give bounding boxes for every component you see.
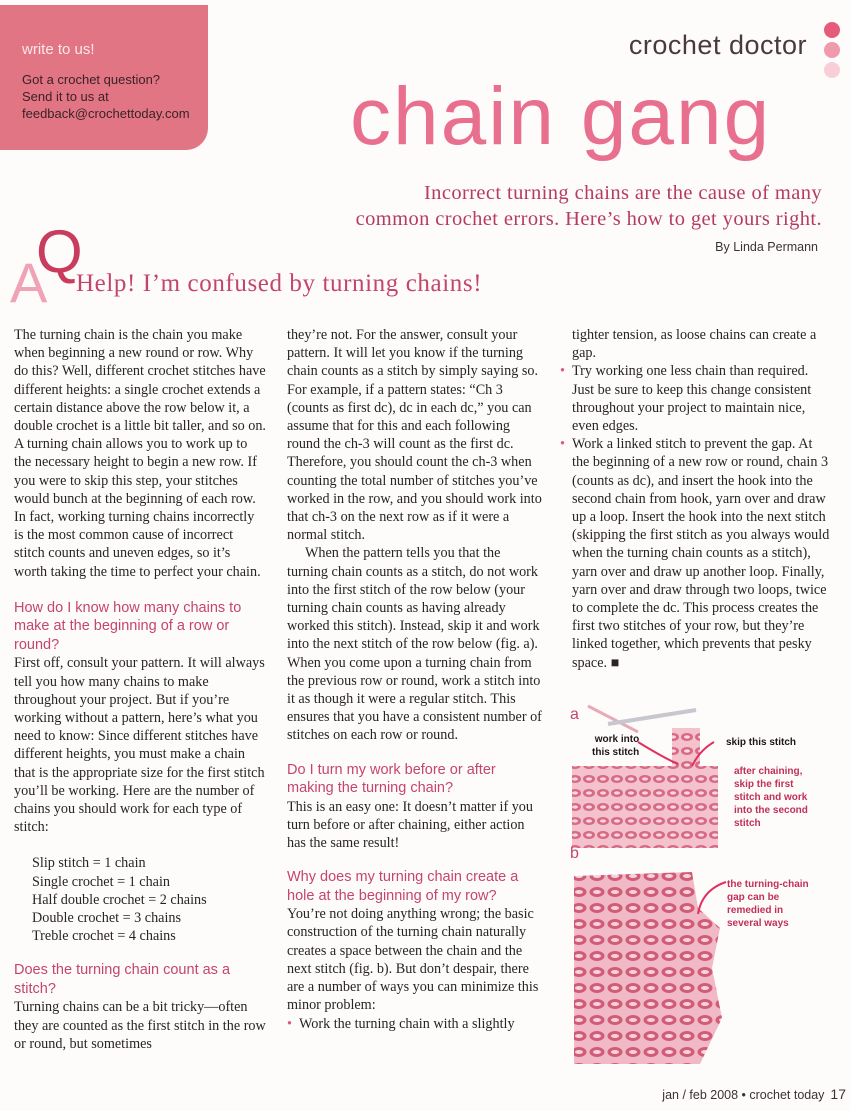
column-2 [287,326,543,1033]
list-item: Single crochet = 1 chain [32,873,171,890]
figure-a-letter: a [570,706,579,723]
note-line: after chaining, [734,766,803,777]
write-to-us-heading: write to us! [22,41,95,58]
note-line: stitch and work [734,792,808,803]
list-item: Half double crochet = 2 chains [32,891,207,908]
dot-icon [824,62,840,78]
arrow-gap [698,882,726,914]
article-subtitle [262,180,822,232]
section-label: crochet doctor [628,30,807,60]
article-title: chain gang [350,71,772,162]
paragraph: they’re not. For the answer, consult your pattern. It will let you know if the turning chain counts as a stitch by simply saying so. For example, if a pattern states: “Ch 3 (counts as first dc), dc in each dc,” you can assume that for this and each following round the ch-3 will count as the first dc. Therefore, you should count the ch-3 when counting the total number of stitches you’ve worked in the row, and you should work into that ch-3 on the next row as if it were a normal stitch. [287,327,542,544]
note-line: remedied in [727,905,784,916]
column-1 [14,326,266,1053]
note-line: several ways [727,918,789,929]
bullet-text: Work a linked stitch to prevent the gap. At the beginning of a new row or round, chain 3 (counts as dc), and insert the hook into the second chain from hook, yarn over and draw up a loop. Insert the hook into the next stitch (skipping the first stitch as you always would when the turning chain counts as a stitch), yarn over and draw up another loop. Finally, yarn over and draw through two loops, twice to complete the dc. This process creates the first two stitches of your row, but they’re linked together, which prevents that pesky space. [572,436,830,671]
bullet-continuation: tighter tension, as loose chains can create a gap. [572,327,817,362]
stitch-list [14,854,266,945]
write-to-us-line: Got a crochet question? [22,72,161,87]
note-line: gap can be [727,892,780,903]
a-letter: A [10,251,48,314]
paragraph: Turning chains can be a bit tricky—often they are counted as the first stitch in the row or round, but sometimes [14,999,266,1052]
byline: By Linda Permann [715,240,818,254]
write-to-us-box [0,5,208,150]
decorative-dots [822,22,842,82]
write-to-us-line: Send it to us at [22,89,109,104]
write-to-us-body [22,71,190,122]
paragraph: You’re not doing anything wrong; the basic construction of the turning chain naturally creates a space between the chain and the next stitch (fig. b). But don’t despair, there are a number of ways you can minimize this minor problem: [287,906,539,1014]
label-work-into [592,733,639,759]
issue-info: jan / feb 2008 • crochet today [662,1088,825,1102]
question-heading: Help! I’m confused by turning chains! [76,270,483,297]
bullet-item [560,435,830,672]
paragraph: When the pattern tells you that the turning chain counts as a stitch, do not work into the first stitch of the row below (your turning chain counts as having already worked this stitch). Instead, skip it and work into the next stitch of the row below (fig. a). When you come upon a turning chain from the previous row or round, work a stitch into it as though it were a regular stitch. This ensures that you have a consistent number of stitches on each row or round. [287,545,542,744]
intro-paragraph: The turning chain is the chain you make when beginning a new round or row. Why do this? Well, different crochet stitches have different heights: a single crochet extends a certain distance above the row below it, a double crochet is a little bit taller, and so on. A turning chain allows you to work up to the necessary height to begin a new row. If you were to skip this step, your stitches would bunch at the beginning of each row. In fact, working turning chains incorrectly is the most common cause of incorrect stitch counts and uneven edges, so it’s worth taking the time to perfect your chain. [14,327,266,580]
stitch-fabric [572,766,718,848]
subtitle-line: Incorrect turning chains are the cause of many [423,182,822,204]
list-item: Treble crochet = 4 chains [32,928,176,945]
subheading: Do I turn my work before or after making the turning chain? [287,761,496,797]
subheading: Why does my turning chain create a hole at the beginning of my row? [287,869,519,904]
note-line: skip the first [734,779,794,790]
figure-a-illustration [568,702,728,852]
list-item: Slip stitch = 1 chain [32,855,146,872]
dot-icon [824,22,840,38]
feedback-email-link[interactable]: feedback@crochettoday.com [22,106,190,121]
subtitle-line: common crochet errors. Here’s how to get yours right. [355,208,822,230]
bullet-item: • Work the turning chain with a slightly [287,1015,543,1033]
figure-b-letter: b [570,845,579,862]
subheading: Does the turning chain count as a stitch? [14,962,231,997]
paragraph: First off, consult your pattern. It will always tell you how many chains to make throughout your project. But if you’re working without a pattern, here’s what you need to know: Since different stitches have different heights, you must make a chain that is the appropriate size for the first stitch you’ll be working. Here are the number of chains you should work for each type of stitch: [14,655,265,836]
dot-icon [824,42,840,58]
page-footer [662,1086,846,1102]
label-skip-stitch: skip this stitch [726,737,797,748]
subheading: How do I know how many chains to make at the beginning of a row or round? [14,599,242,653]
page-number: 17 [830,1086,846,1102]
label-line: work into [594,734,640,745]
note-line: the turning-chain [727,879,809,890]
q-letter: Q [36,218,83,285]
list-item: Double crochet = 3 chains [32,909,182,926]
stitch-fabric [574,872,722,1064]
figure-b-illustration [570,868,730,1068]
bullet-item: • Try working one less chain than required. Just be sure to keep this change consistent throughout your project to maintain nice, even edges. [560,362,830,435]
note-line: stitch [734,818,761,829]
crochet-hook [608,710,696,724]
note-figure-a [734,765,808,830]
column-3 [560,326,830,672]
end-mark: ■ [610,654,620,671]
paragraph: This is an easy one: It doesn’t matter if you turn before or after chaining, either action has the same result! [287,798,533,852]
note-figure-b [727,878,809,930]
note-line: into the second [734,805,808,816]
label-line: this stitch [592,747,640,758]
